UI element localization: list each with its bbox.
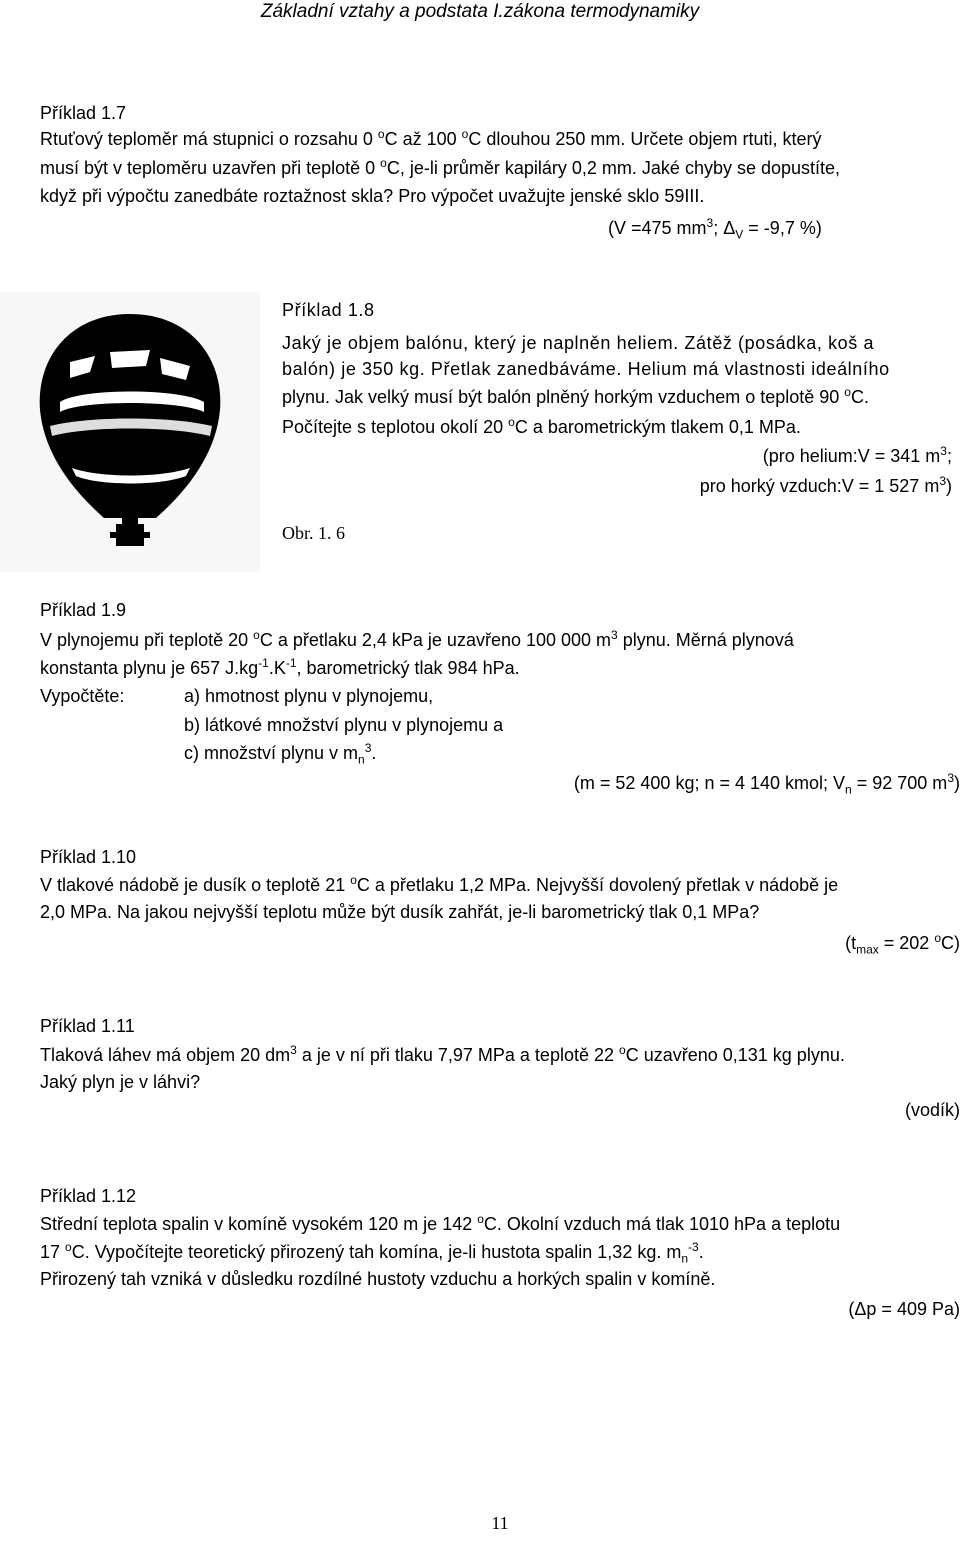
example-1-11-answer: (vodík)	[904, 1100, 960, 1120]
example-1-7-line-1: Rtuťový teploměr má stupnici o rozsahu 0 $^o$C až 100 $^o$C dlouhou 250 mm. Určete objem rtuti, který	[40, 127, 822, 149]
example-1-9-answer: (m = 52 400 kg; n = 4 140 kmol; $V_n = 92$ 700 $m^3$)	[573, 771, 960, 797]
example-1-7-line-3: když při výpočtu zanedbáte roztažnost skla? Pro výpočet uvažujte jenské sklo 59III.	[40, 186, 705, 206]
example-1-7-answer: (V =475 $mm^3$; $\Delta_V = -9,7$ %)	[608, 216, 822, 242]
example-1-9-task-label: Vypočtěte:	[40, 686, 125, 706]
example-1-8-line-3: plynu. Jak velký musí být balón plněný horkým vzduchem o teplotě 90 $^o$C.	[282, 385, 869, 407]
figure-caption: Obr. 1. 6	[282, 523, 345, 543]
example-1-9-line-2: konstanta plynu je 657 $J.kg^{-1}.K^{-1}$, barometrický tlak 984 hPa.	[40, 656, 520, 678]
example-1-9-line-1: V plynojemu při teplotě 20 $^o$C a přetlaku 2,4 kPa je uzavřeno 100 000 $m^3$ plynu. Měrná plynová	[40, 628, 794, 650]
example-1-9-task-a: a) hmotnost plynu v plynojemu,	[184, 686, 434, 706]
example-1-11-line-1: Tlaková láhev má objem 20 $dm^3$ a je v ní při tlaku 7,97 MPa a teplotě 22 $^o$C uzavřeno 0,131 kg plynu.	[40, 1043, 845, 1065]
example-1-7-line-2: musí být v teploměru uzavřen při teplotě 0 $^o$C, je-li průměr kapiláry 0,2 mm. Jaké chyby se dopustíte,	[40, 156, 841, 178]
example-1-10-line-1: V tlakové nádobě je dusík o teplotě 21 $^o$C a přetlaku 1,2 MPa. Nejvyšší dovolený přetlak v nádobě je	[40, 873, 839, 895]
example-1-9-task-b: b) látkové množství plynu v plynojemu a	[184, 715, 504, 735]
example-1-12-line-1: Střední teplota spalin v komíně vysokém 120 m je 142 $^o$C. Okolní vzduch má tlak 1010 hPa a teplotu	[40, 1212, 841, 1234]
example-1-8-answer-1: (pro helium:V = 341 $m^3$;	[762, 444, 952, 466]
example-1-12-title: Příklad 1.12	[40, 1186, 137, 1206]
example-1-9-title: Příklad 1.9	[40, 600, 127, 620]
example-1-11-line-2: Jaký plyn je v láhvi?	[40, 1072, 201, 1092]
example-1-8-line-2: balón) je 350 kg. Přetlak zanedbáváme. Helium má vlastnosti ideálního	[282, 359, 890, 379]
example-1-10-title: Příklad 1.10	[40, 847, 137, 867]
example-1-7-title: Příklad 1.7	[40, 103, 127, 123]
example-1-12-line-2: 17 $^o$C. Vypočítejte teoretický přirozený tah komína, je-li hustota spalin 1,32 kg. $m_n^{-3}$.	[40, 1240, 704, 1266]
example-1-8-answer-2: pro horký vzduch:V = 1 527 $m^3$)	[699, 474, 952, 496]
example-1-10-line-2: 2,0 MPa. Na jakou nejvyšší teplotu může být dusík zahřát, je-li barometrický tlak 0,1 MPa?	[40, 902, 760, 922]
example-1-8-line-1: Jaký je objem balónu, který je naplněn heliem. Zátěž (posádka, koš a	[282, 333, 875, 353]
example-1-11-title: Příklad 1.11	[40, 1016, 135, 1036]
example-1-9-task-c: c) množství plynu v $m_n^3$.	[184, 741, 377, 767]
example-1-8-line-4: Počítejte s teplotou okolí 20 $^o$C a barometrickým tlakem 0,1 MPa.	[282, 415, 801, 437]
page-number: 11	[491, 1513, 509, 1533]
example-1-12-line-3: Přirozený tah vzniká v důsledku rozdílné hustoty vzduchu a horkých spalin v komíně.	[40, 1269, 716, 1289]
running-header: Základní vztahy a podstata I.zákona termodynamiky	[260, 1, 700, 22]
example-1-8-title: Příklad 1.8	[282, 300, 375, 320]
example-1-10-answer: ($t_{max} = 202$ $^o$C)	[845, 931, 960, 957]
example-1-12-answer: (Δp = 409 Pa)	[848, 1299, 960, 1319]
hot-air-balloon-illustration	[0, 292, 260, 572]
